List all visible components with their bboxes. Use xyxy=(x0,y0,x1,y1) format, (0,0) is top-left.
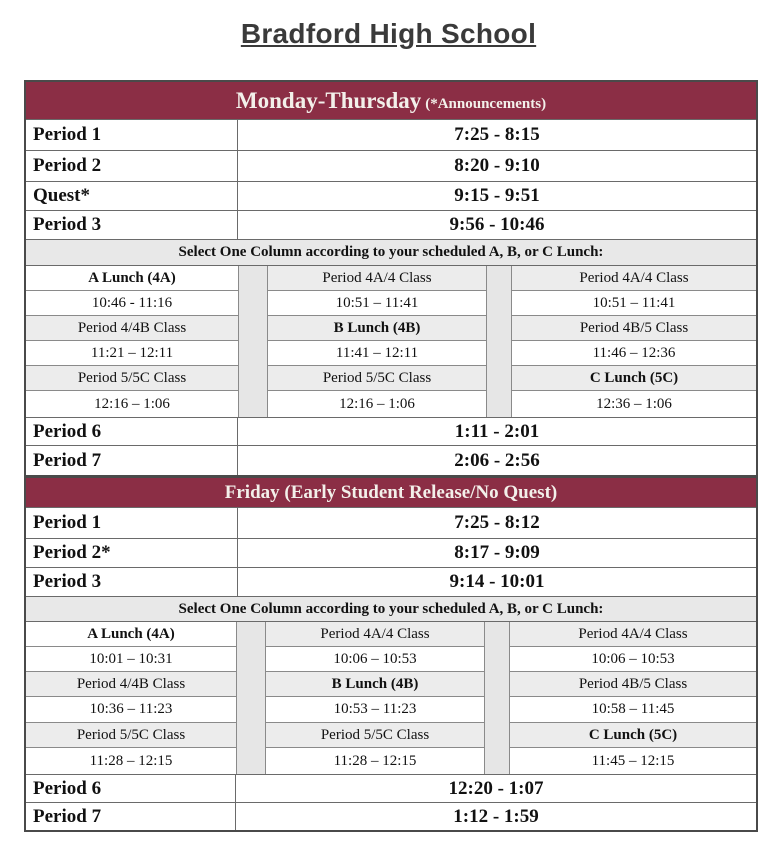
lunch-cell: 11:28 – 12:15 xyxy=(333,752,417,769)
lunch-column-a xyxy=(26,266,238,417)
lunch-cell: Period 4/4B Class xyxy=(26,316,238,341)
lunch-cell: 10:51 – 11:41 xyxy=(512,291,756,316)
friday-period-row xyxy=(26,774,756,803)
mon-thu-banner-note: (*Announcements) xyxy=(425,96,547,112)
friday-period-row xyxy=(26,539,756,568)
mon-thu-lunch-grid xyxy=(26,266,756,417)
lunch-cell: Period 4A/4 Class xyxy=(510,622,756,647)
period-time: 7:25 - 8:15 xyxy=(454,124,540,145)
friday-period-row xyxy=(26,803,756,830)
column-gap xyxy=(486,266,512,417)
lunch-column-b xyxy=(268,266,486,417)
period-label: Quest* xyxy=(26,182,238,210)
period-label: Period 2* xyxy=(26,539,238,567)
mon-thu-select-instruction: Select One Column according to your scheduled A, B, or C Lunch: xyxy=(26,240,756,266)
lunch-cell: 12:16 – 1:06 xyxy=(94,395,170,412)
page-title: Bradford High School xyxy=(240,18,537,49)
period-time: 9:56 - 10:46 xyxy=(449,214,545,235)
lunch-cell: Period 4A/4 Class xyxy=(268,266,486,291)
mon-thu-period-row xyxy=(26,120,756,151)
lunch-cell: Period 5/5C Class xyxy=(268,366,486,391)
mon-thu-banner-title: Monday-Thursday xyxy=(235,88,422,113)
period-label: Period 1 xyxy=(26,508,238,538)
lunch-cell: 10:06 – 10:53 xyxy=(510,647,756,672)
lunch-cell: Period 4A/4 Class xyxy=(512,266,756,291)
schedule-table xyxy=(24,80,758,832)
lunch-column-b xyxy=(266,622,484,774)
lunch-cell: B Lunch (4B) xyxy=(268,316,486,341)
lunch-column-c xyxy=(510,622,756,774)
mon-thu-period-row xyxy=(26,151,756,182)
lunch-cell: 12:36 – 1:06 xyxy=(596,395,672,412)
lunch-cell: 10:53 – 11:23 xyxy=(266,697,484,723)
mon-thu-period-row xyxy=(26,211,756,240)
lunch-cell: 11:28 – 12:15 xyxy=(89,752,173,769)
friday-banner: Friday (Early Student Release/No Quest) xyxy=(26,478,756,508)
friday-period-row xyxy=(26,568,756,597)
period-label: Period 6 xyxy=(26,418,238,445)
lunch-cell: Period 4A/4 Class xyxy=(266,622,484,647)
lunch-cell: 10:01 – 10:31 xyxy=(26,647,236,672)
column-gap xyxy=(238,266,268,417)
lunch-cell: Period 5/5C Class xyxy=(26,366,238,391)
period-time: 9:14 - 10:01 xyxy=(449,571,545,592)
mon-thu-period-row xyxy=(26,182,756,211)
mon-thu-period-row xyxy=(26,417,756,446)
column-gap xyxy=(484,622,510,774)
period-label: Period 1 xyxy=(26,120,238,150)
period-time: 1:12 - 1:59 xyxy=(453,805,539,827)
lunch-cell: 11:45 – 12:15 xyxy=(591,752,675,769)
period-label: Period 7 xyxy=(26,803,236,830)
lunch-cell: A Lunch (4A) xyxy=(26,622,236,647)
lunch-cell: 10:06 – 10:53 xyxy=(266,647,484,672)
period-time: 8:20 - 9:10 xyxy=(454,155,540,176)
friday-period-row xyxy=(26,508,756,539)
lunch-cell: Period 4/4B Class xyxy=(26,672,236,697)
lunch-cell: 10:46 - 11:16 xyxy=(26,291,238,316)
lunch-cell: 10:51 – 11:41 xyxy=(268,291,486,316)
lunch-cell: 11:46 – 12:36 xyxy=(512,341,756,366)
lunch-cell: Period 5/5C Class xyxy=(266,723,484,748)
friday-lunch-grid xyxy=(26,622,756,774)
period-label: Period 3 xyxy=(26,211,238,239)
lunch-cell: 12:16 – 1:06 xyxy=(339,395,415,412)
period-time: 12:20 - 1:07 xyxy=(448,777,544,799)
lunch-column-c xyxy=(512,266,756,417)
period-time: 9:15 - 9:51 xyxy=(454,185,540,206)
lunch-cell: 10:58 – 11:45 xyxy=(510,697,756,723)
period-label: Period 6 xyxy=(26,775,236,802)
lunch-column-a xyxy=(26,622,236,774)
column-gap xyxy=(236,622,266,774)
period-time: 1:11 - 2:01 xyxy=(454,420,540,442)
period-time: 8:17 - 9:09 xyxy=(454,542,540,563)
friday-select-instruction: Select One Column according to your scheduled A, B, or C Lunch: xyxy=(26,597,756,622)
period-label: Period 2 xyxy=(26,151,238,181)
lunch-cell: A Lunch (4A) xyxy=(26,266,238,291)
lunch-cell: Period 4B/5 Class xyxy=(510,672,756,697)
period-time: 2:06 - 2:56 xyxy=(454,449,540,471)
mon-thu-banner xyxy=(26,82,756,120)
period-time: 7:25 - 8:12 xyxy=(454,512,540,533)
lunch-cell: 10:36 – 11:23 xyxy=(26,697,236,723)
lunch-cell: Period 5/5C Class xyxy=(26,723,236,748)
lunch-cell: B Lunch (4B) xyxy=(266,672,484,697)
mon-thu-period-row xyxy=(26,446,756,476)
lunch-cell: C Lunch (5C) xyxy=(510,723,756,748)
lunch-cell: 11:21 – 12:11 xyxy=(26,341,238,366)
lunch-cell: Period 4B/5 Class xyxy=(512,316,756,341)
period-label: Period 7 xyxy=(26,446,238,475)
lunch-cell: 11:41 – 12:11 xyxy=(268,341,486,366)
lunch-cell: C Lunch (5C) xyxy=(512,366,756,391)
period-label: Period 3 xyxy=(26,568,238,596)
